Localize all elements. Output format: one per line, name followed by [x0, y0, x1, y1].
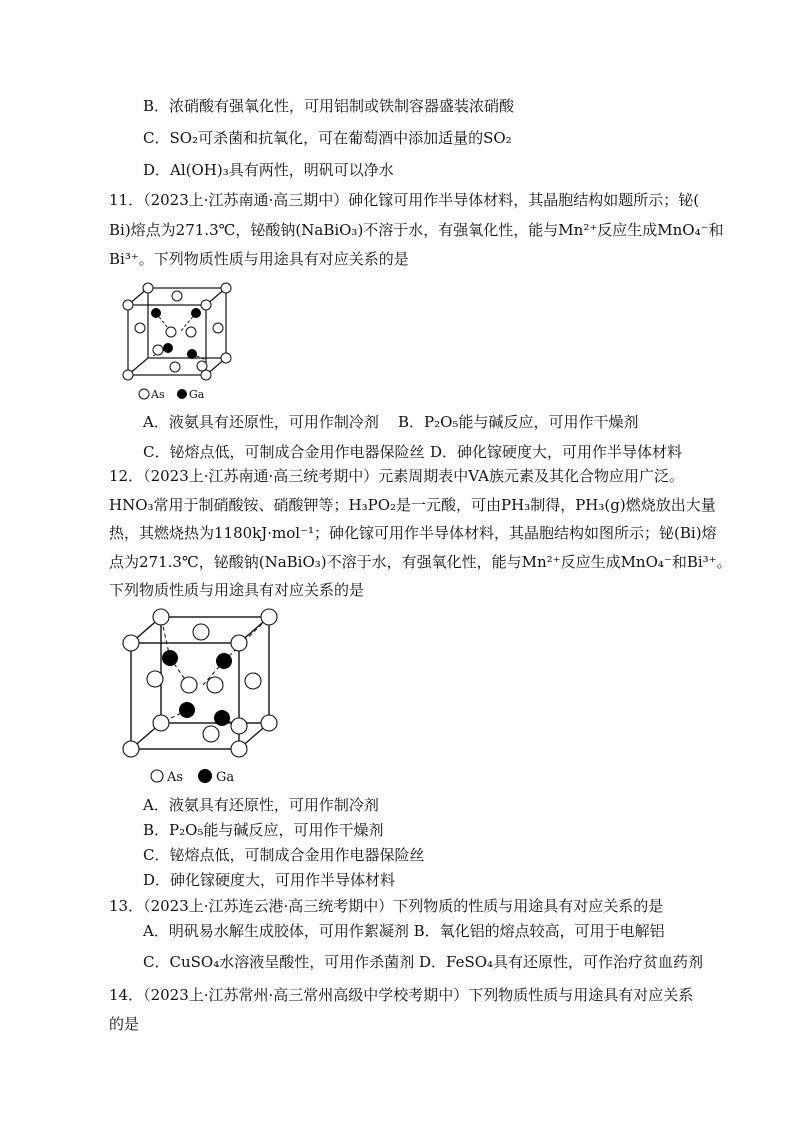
- q12-option-c: C．铋熔点低，可制成合金用作电器保险丝: [143, 846, 425, 864]
- as-atom-legend-icon: [151, 770, 163, 782]
- q13-options-ab: A．明矾易水解生成胶体，可用作絮凝剂 B．氧化铝的熔点较高，可用于电解铝: [143, 922, 665, 940]
- legend-ga-label: Ga: [216, 770, 235, 785]
- q12-stem-line2: HNO₃常用于制硝酸铵、硝酸钾等；H₃PO₂是一元酸，可由PH₃制得，PH₃(g)燃烧放出大量: [109, 496, 716, 514]
- q12-option-d: D．砷化镓硬度大，可用作半导体材料: [143, 871, 396, 889]
- q11-stem-line1: 11．（2023上·江苏南通·高三期中）砷化镓可用作半导体材料，其晶胞结构如题所示；铋(: [109, 191, 700, 209]
- q11-option-b: B．P₂O₅能与碱反应，可用作干燥剂: [398, 413, 639, 431]
- q13-stem: 13．（2023上·江苏连云港·高三统考期中）下列物质的性质与用途具有对应关系的是: [109, 897, 664, 915]
- ga-atom-legend-icon: [177, 389, 187, 399]
- q12-stem-line4: 点为271.3℃，铋酸钠(NaBiO₃)不溶于水，有强氧化性，能与Mn²⁺反应生成MnO₄⁻和Bi³⁺。: [109, 553, 732, 571]
- q14-stem-line2: 的是: [109, 1015, 140, 1033]
- q12-option-b: B．P₂O₅能与碱反应，可用作干燥剂: [143, 821, 384, 839]
- q11-stem-line2: Bi)熔点为271.3℃，铋酸钠(NaBiO₃)不溶于水，有强氧化性，能与Mn²⁺反应生成MnO₄⁻和: [109, 221, 724, 239]
- q12-stem-line1: 12．（2023上·江苏南通·高三统考期中）元素周期表中VA族元素及其化合物应用广泛。: [109, 467, 684, 485]
- q11-stem-line3: Bi³⁺。下列物质性质与用途具有对应关系的是: [109, 250, 409, 268]
- legend-ga-label: Ga: [189, 388, 205, 401]
- q11-option-a: A．液氨具有还原性，可用作制冷剂: [143, 413, 379, 431]
- crystal-structure-figure-small: [118, 278, 238, 402]
- q14-stem-line1: 14．（2023上·江苏常州·高三常州高级中学校考期中）下列物质性质与用途具有对应关系: [109, 986, 694, 1004]
- q10-option-d: D．Al(OH)₃具有两性，明矾可以净水: [143, 161, 394, 179]
- crystal-structure-figure-large: [117, 605, 287, 790]
- ga-atom-legend-icon: [198, 769, 212, 783]
- q10-option-b: B．浓硝酸有强氧化性，可用铝制或铁制容器盛装浓硝酸: [143, 97, 515, 115]
- q12-stem-line5: 下列物质性质与用途具有对应关系的是: [109, 581, 365, 599]
- q10-option-c: C．SO₂可杀菌和抗氧化，可在葡萄酒中添加适量的SO₂: [143, 129, 512, 147]
- q12-stem-line3: 热，其燃烧热为1180kJ·mol⁻¹；砷化镓可用作半导体材料，其晶胞结构如图所示；铋(Bi)熔: [109, 524, 717, 542]
- as-atom-legend-icon: [139, 389, 149, 399]
- q12-option-a: A．液氨具有还原性，可用作制冷剂: [143, 796, 379, 814]
- legend-as-label: As: [151, 388, 165, 401]
- legend-as-label: As: [167, 770, 184, 785]
- q13-options-cd: C．CuSO₄水溶液呈酸性，可用作杀菌剂 D．FeSO₄具有还原性，可作治疗贫血药剂: [143, 953, 704, 971]
- q11-option-d: D．砷化镓硬度大，可用作半导体材料: [430, 443, 683, 461]
- q11-option-c: C．铋熔点低，可制成合金用作电器保险丝: [143, 443, 425, 461]
